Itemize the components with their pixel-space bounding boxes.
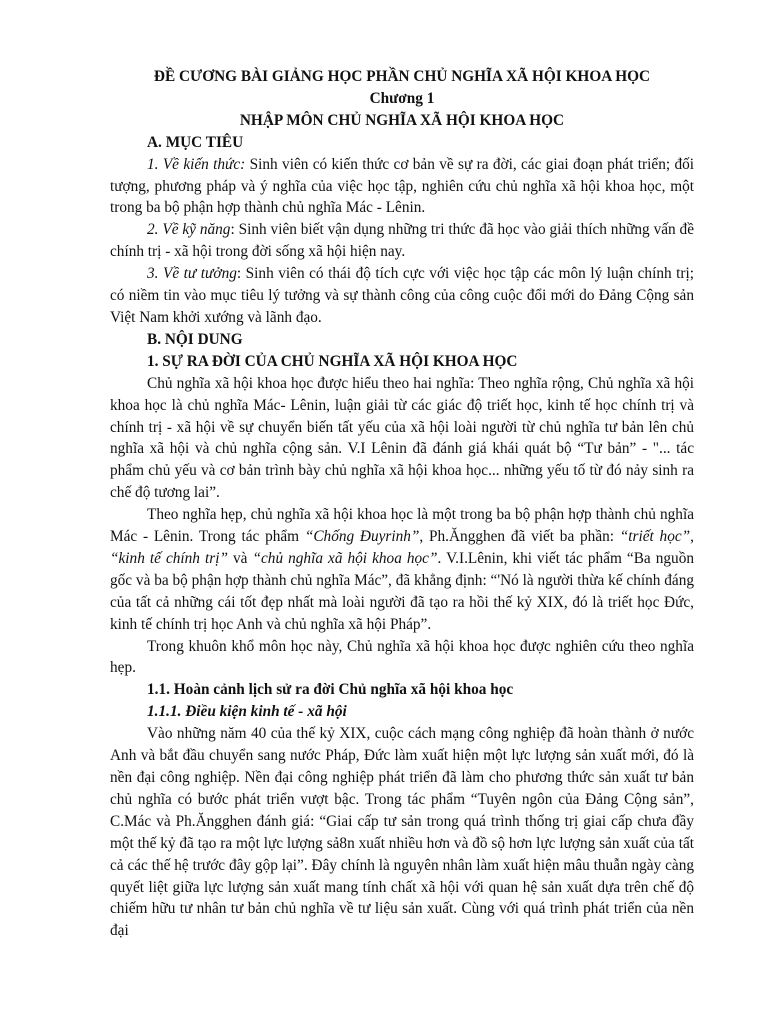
section-1-heading: 1. SỰ RA ĐỜI CỦA CHỦ NGHĨA XÃ HỘI KHOA HỌC: [147, 352, 518, 370]
narrow-text-2: , Ph.Ăngghen đã viết ba phần:: [419, 528, 620, 546]
chapter-number: Chương 1: [369, 89, 435, 107]
paragraph-broad-sense: Chủ nghĩa xã hội khoa học được hiểu theo hai nghĩa: Theo nghĩa rộng, Chủ nghĩa xã hội khoa học là chủ nghĩa Mác- Lênin, luận giải từ các giác độ triết học, kinh tế học chính trị và chính trị - xã hội về sự chuyển biến tất yếu của xã hội loài người từ chủ nghĩa tư bản lên chủ nghĩa xã hội và chủ nghĩa cộng sản. V.I Lênin đã đánh giá khái quát bộ “Tư bản” - "... tác phẩm chủ yếu và cơ bản trình bày chủ nghĩa xã hội khoa học... những yếu tố từ đó nảy sinh ra chế độ tương lai”.: [110, 374, 694, 502]
narrow-italic-3: “kinh tế chính trị”: [110, 549, 228, 567]
narrow-text-5: . V.I.Lênin, khi viết tác phẩm “Ba nguồn gốc và ba bộ phận hợp thành chủ nghĩa Mác”, đã khẳng định: “'Nó là người thừa kế chính đáng của tất cả những cái tốt đẹp nhất mà loài người đã tạo ra hồi thế kỷ XIX, đó là triết học Đức, kinh tế chính trị học Anh và chủ nghĩa xã hội Pháp”.: [110, 549, 694, 633]
paragraph-scope: Trong khuôn khổ môn học này, Chủ nghĩa xã hội khoa học được nghiên cứu theo nghĩa hẹp.: [110, 637, 694, 677]
section-a-heading: A. MỤC TIÊU: [147, 133, 244, 151]
narrow-italic-1: “Chống Đuyrinh”: [304, 528, 420, 546]
objective-knowledge: [110, 154, 694, 220]
chapter-title: NHẬP MÔN CHỦ NGHĨA XÃ HỘI KHOA HỌC: [239, 111, 565, 129]
narrow-text-4: và: [227, 549, 253, 567]
section-1-1-1-heading: 1.1.1. Điều kiện kinh tế - xã hội: [147, 703, 347, 721]
narrow-text-3: ,: [690, 528, 694, 546]
objective-skills-label: 2. Về kỹ năng: [147, 221, 231, 239]
objective-skills-text: : Sinh viên biết vận dụng những tri thức đã học vào giải thích những vấn đề chính trị - xã hội trong đời sống xã hội hiện nay.: [110, 221, 694, 261]
objective-attitude-label: 3. Về tư tưởng: [147, 265, 237, 283]
paragraph-narrow-sense: [110, 504, 694, 635]
paragraph-economic-conditions: Vào những năm 40 của thế kỷ XIX, cuộc cách mạng công nghiệp đã hoàn thành ở nước Anh và bắt đầu chuyển sang nước Pháp, Đức làm xuất hiện một lực lượng sản xuất mới, đó là nền đại công nghiệp. Nền đại công nghiệp phát triển đã làm cho phương thức sản xuất tư bản chủ nghĩa có bước phát triển vượt bậc. Trong tác phẩm “Tuyên ngôn của Đảng Cộng sản”, C.Mác và Ph.Ăngghen đánh giá: “Giai cấp tư sản trong quá trình thống trị giai cấp chưa đầy một thế kỷ đã tạo ra một lực lượng sả8n xuất nhiều hơn và đồ sộ hơn lực lượng sản xuất của tất cả các thế hệ trước đây gộp lại”. Đây chính là nguyên nhân làm xuất hiện mâu thuẫn ngày càng quyết liệt giữa lực lượng sản xuất mang tính chất xã hội với quan hệ sản xuất dựa trên chế độ chiếm hữu tư nhân tư bản chủ nghĩa về tư liệu sản xuất. Cùng với quá trình phát triển của nền đại: [110, 725, 694, 940]
objective-knowledge-label: 1. Về kiến thức:: [147, 155, 246, 173]
objective-skills: [110, 219, 694, 263]
section-1-1-heading: 1.1. Hoàn cảnh lịch sử ra đời Chủ nghĩa xã hội khoa học: [147, 681, 514, 699]
narrow-italic-4: “chủ nghĩa xã hội khoa học”: [252, 549, 438, 567]
narrow-text-1: Theo nghĩa hẹp, chủ nghĩa xã hội khoa học là một trong ba bộ phận hợp thành chủ nghĩa Mác - Lênin. Trong tác phẩm: [110, 506, 694, 546]
objective-knowledge-text: Sinh viên có kiến thức cơ bản về sự ra đời, các giai đoạn phát triển; đối tượng, phương pháp và ý nghĩa của việc học tập, nghiên cứu chủ nghĩa xã hội khoa học, một trong ba bộ phận hợp thành chủ nghĩa Mác - Lênin.: [110, 155, 694, 217]
narrow-italic-2: “triết học”: [619, 528, 691, 546]
objective-attitude-text: : Sinh viên có thái độ tích cực với việc học tập các môn lý luận chính trị; có niềm tin vào mục tiêu lý tưởng và sự thành công của công cuộc đổi mới do Đảng Cộng sản Việt Nam khởi xướng và lãnh đạo.: [110, 265, 694, 326]
document-title: ĐỀ CƯƠNG BÀI GIẢNG HỌC PHẦN CHỦ NGHĨA XÃ HỘI KHOA HỌC: [153, 68, 651, 85]
objective-attitude: [110, 263, 694, 329]
document-page: [110, 66, 694, 942]
section-b-heading: B. NỘI DUNG: [147, 330, 243, 348]
